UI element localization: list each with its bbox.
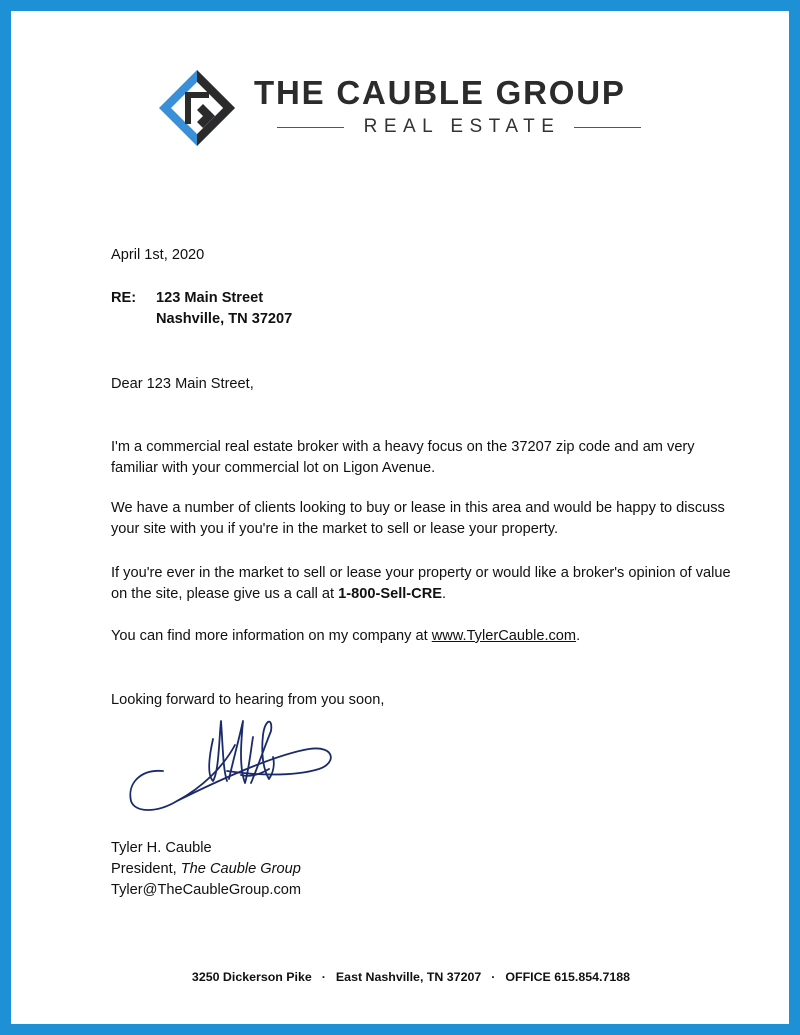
paragraph-4-end: . [576, 628, 581, 644]
signer-name: Tyler H. Cauble [111, 840, 212, 856]
company-subtitle [277, 116, 641, 138]
footer-address: 3250 Dickerson Pike [191, 970, 312, 984]
paragraph-4 [111, 626, 731, 647]
paragraph-2: We have a number of clients looking to buy or lease in this area and would be happy to discuss your site with you if you're in the market to sell or lease your property. [111, 500, 725, 537]
signer-block [111, 838, 301, 901]
re-label: RE: [111, 290, 137, 306]
signer-company: The Cauble Group [180, 861, 301, 877]
signer-title-prefix: President, [111, 861, 181, 877]
re-address-line1: 123 Main Street [156, 290, 264, 306]
company-subtitle-text: REAL ESTATE [363, 116, 561, 137]
paragraph-3 [111, 563, 731, 605]
company-logo [157, 68, 667, 148]
paragraph-4-text: You can find more information on my company at [111, 628, 432, 644]
signature-icon [123, 709, 343, 821]
divider [574, 127, 641, 128]
closing: Looking forward to hearing from you soon, [111, 692, 385, 708]
paragraph-1: I'm a commercial real estate broker with a heavy focus on the 37207 zip code and am very familiar with your commercial lot on Ligon Avenue. [111, 439, 695, 476]
signer-email: Tyler@TheCaubleGroup.com [111, 882, 302, 898]
divider [277, 127, 344, 128]
re-address-line2: Nashville, TN 37207 [156, 311, 293, 327]
salutation: Dear 123 Main Street, [111, 376, 254, 392]
company-name: THE CAUBLE GROUP [254, 74, 626, 111]
signer-title [111, 859, 301, 880]
phone-number: 1-800-Sell-CRE [338, 586, 442, 602]
footer [11, 970, 800, 984]
paragraph-3-end: . [441, 586, 447, 602]
footer-city: East Nashville, TN 37207 [335, 970, 482, 984]
footer-office-phone: OFFICE 615.854.7188 [505, 970, 631, 984]
letter-date: April 1st, 2020 [111, 247, 205, 263]
footer-separator: · [491, 970, 496, 984]
paragraph-3-text: If you're ever in the market to sell or lease your property or would like a broker's opinion of value on the site, please give us a call at [111, 565, 731, 602]
re-address [156, 288, 292, 330]
diamond-logo-icon [157, 68, 237, 148]
footer-separator: · [321, 970, 326, 984]
website-link[interactable]: www.TylerCauble.com [431, 628, 577, 644]
